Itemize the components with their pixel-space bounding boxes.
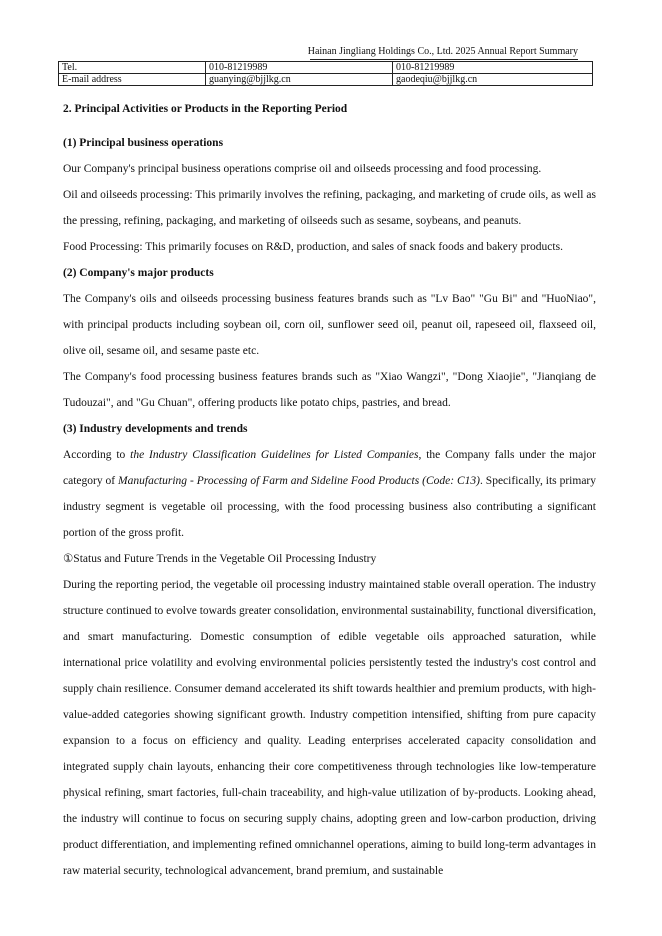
guidelines-title: the Industry Classification Guidelines for Listed Companies	[130, 449, 419, 461]
table-row	[59, 62, 593, 74]
text-run: According to	[63, 449, 131, 461]
table-cell: gaodeqiu@bjjlkg.cn	[393, 74, 593, 86]
numbered-subheading: ①Status and Future Trends in the Vegetable Oil Processing Industry	[63, 553, 377, 565]
paragraph: Our Company's principal business operations comprise oil and oilseeds processing and food processing.	[63, 163, 542, 175]
text-run: , the Company falls under the major category of	[63, 449, 597, 487]
subsection-heading-business: (1) Principal business operations	[63, 137, 224, 149]
table-row	[59, 74, 593, 86]
header-rule	[310, 59, 578, 60]
paragraph: The Company's oils and oilseeds processing business features brands such as "Lv Bao" "Gu Bi" and "HuoNiao", with principal products including soybean oil, corn oil, sunflower seed oil, peanut oil, rapeseed oil, flaxseed oil, olive oil, sesame oil, and sesame paste etc.	[63, 293, 596, 357]
paragraph	[63, 442, 596, 546]
section-title: 2. Principal Activities or Products in the Reporting Period	[63, 103, 348, 115]
paragraph: The Company's food processing business features brands such as "Xiao Wangzi", "Dong Xiaojie", "Jianqiang de Tudouzai", and "Gu Chuan", offering products like potato chips, pastries, and bread.	[63, 371, 596, 409]
paragraph: Oil and oilseeds processing: This primarily involves the refining, packaging, and marketing of crude oils, as well as the pressing, refining, packaging, and marketing of oilseeds such as sesame, soybeans, and peanuts.	[63, 189, 596, 227]
contact-table	[58, 61, 593, 86]
subsection-heading-products: (2) Company's major products	[63, 267, 214, 279]
row-label: Tel.	[59, 62, 206, 74]
paragraph: During the reporting period, the vegetable oil processing industry maintained stable overall operation. The industry structure continued to evolve towards greater consolidation, environmental sustainability, functional diversification, and smart manufacturing. Domestic consumption of edible vegetable oils approached saturation, while international price volatility and evolving environmental policies persistently tested the industry's cost control and supply chain resilience. Consumer demand accelerated its shift towards healthier and premium products, with high-value-added categories showing significant growth. Industry competition intensified, shifting from pure capacity expansion to a focus on efficiency and quality. Leading enterprises accelerated capacity consolidation and integrated supply chain layouts, enhancing their core competitiveness through technologies like low-temperature physical refining, smart factories, full-chain traceability, and high-value utilization of by-products. Looking ahead, the industry will continue to focus on securing supply chains, adopting green and low-carbon production, driving product differentiation, and implementing refined omnichannel operations, aiming to build long-term advantages in raw material security, technological advancement, brand premium, and sustainable	[63, 579, 596, 877]
category-title: Manufacturing - Processing of Farm and Sideline Food Products (Code: C13)	[118, 475, 480, 487]
row-label: E-mail address	[59, 74, 206, 86]
paragraph: Food Processing: This primarily focuses on R&D, production, and sales of snack foods and bakery products.	[63, 241, 563, 253]
table-cell: 010-81219989	[393, 62, 593, 74]
table-cell: 010-81219989	[206, 62, 393, 74]
text-run: . Specifically, its primary industry segment is vegetable oil processing, with the food processing business also contributing a significant portion of the gross profit.	[63, 475, 596, 539]
table-cell: guanying@bjjlkg.cn	[206, 74, 393, 86]
report-header: Hainan Jingliang Holdings Co., Ltd. 2025 Annual Report Summary	[307, 46, 578, 57]
subsection-heading-industry: (3) Industry developments and trends	[63, 423, 248, 435]
main-content	[63, 96, 596, 884]
